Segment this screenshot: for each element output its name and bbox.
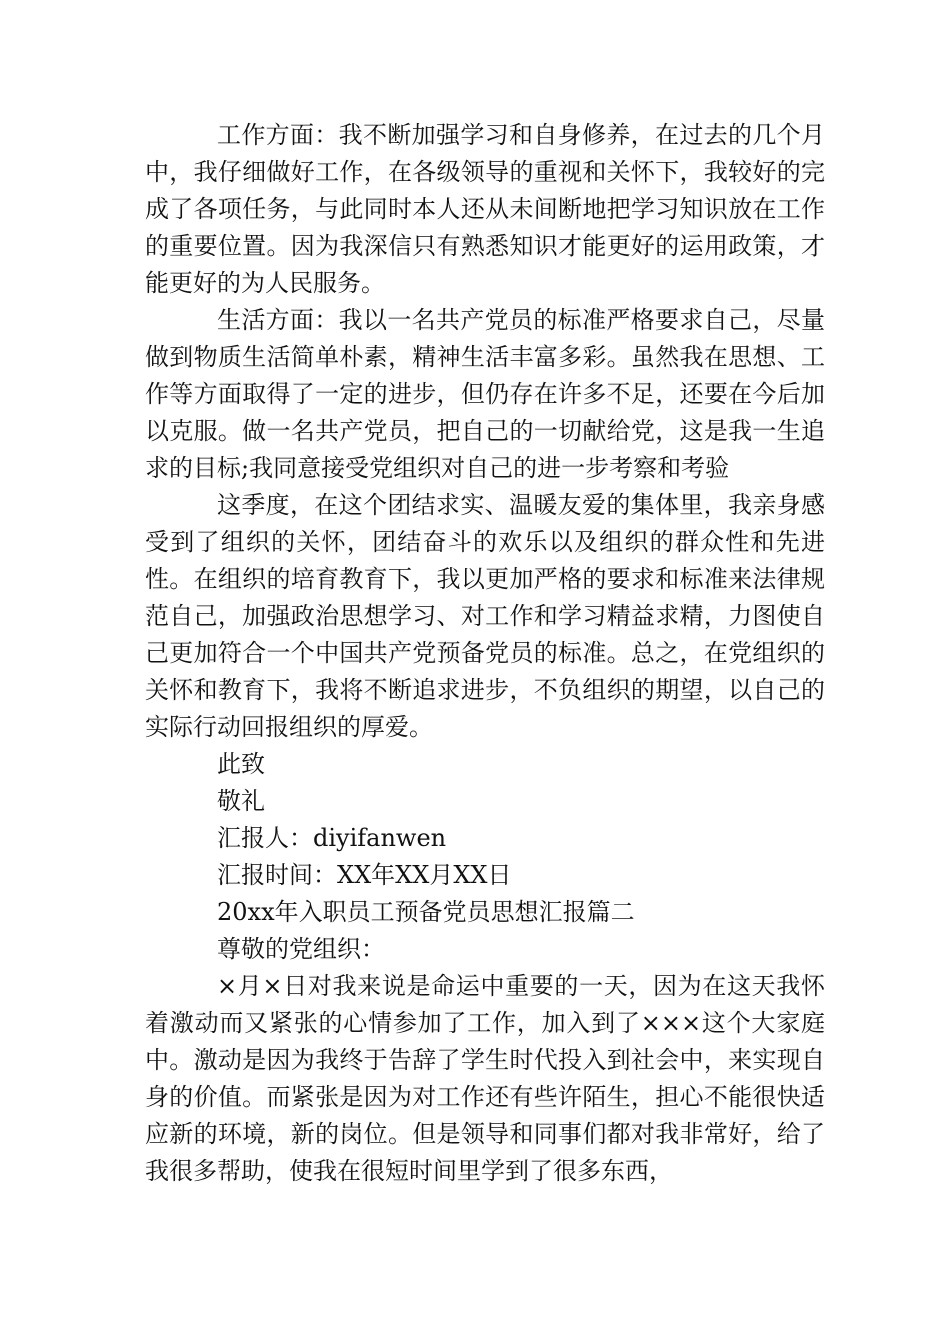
salute-text: 敬礼 [217, 787, 265, 815]
reporter-line: 汇报人：diyifanwen [217, 824, 447, 852]
section-title: 20xx年入职员工预备党员思想汇报篇二 [217, 898, 635, 926]
paragraph-life: 生活方面：我以一名共产党员的标准严格要求自己，尽量做到物质生活简单朴素，精神生活丰富多彩。虽然我在思想、工作等方面取得了一定的进步，但仍存在许多不足，还要在今后加以克服。做一名共产党员，把自己的一切献给党，这是我一生追求的目标;我同意接受党组织对自己的进一步考察和考验 [145, 306, 825, 482]
closing-text: 此致 [217, 750, 265, 778]
paragraph-first-day: ×月×日对我来说是命运中重要的一天，因为在这天我怀着激动而又紧张的心情参加了工作，加入到了×××这个大家庭中。激动是因为我终于告辞了学生时代投入到社会中，来实现自身的价值。而紧张是因为对工作还有些许陌生，担心不能很快适应新的环境，新的岗位。但是领导和同事们都对我非常好，给了我很多帮助，使我在很短时间里学到了很多东西， [145, 972, 825, 1185]
report-time-line: 汇报时间：XX年XX月XX日 [217, 861, 512, 889]
paragraph-work: 工作方面：我不断加强学习和自身修养，在过去的几个月中，我仔细做好工作，在各级领导的重视和关怀下，我较好的完成了各项任务，与此同时本人还从未间断地把学习知识放在工作的重要位置。因为我深信只有熟悉知识才能更好的运用政策，才能更好的为人民服务。 [145, 121, 825, 297]
document-body [145, 117, 825, 1190]
greeting-line: 尊敬的党组织： [217, 935, 385, 963]
paragraph-quarter: 这季度，在这个团结求实、温暖友爱的集体里，我亲身感受到了组织的关怀，团结奋斗的欢乐以及组织的群众性和先进性。在组织的培育教育下，我以更加严格的要求和标准来法律规范自己，加强政治思想学习、对工作和学习精益求精，力图使自己更加符合一个中国共产党预备党员的标准。总之，在党组织的关怀和教育下，我将不断追求进步，不负组织的期望，以自己的实际行动回报组织的厚爱。 [145, 491, 825, 741]
